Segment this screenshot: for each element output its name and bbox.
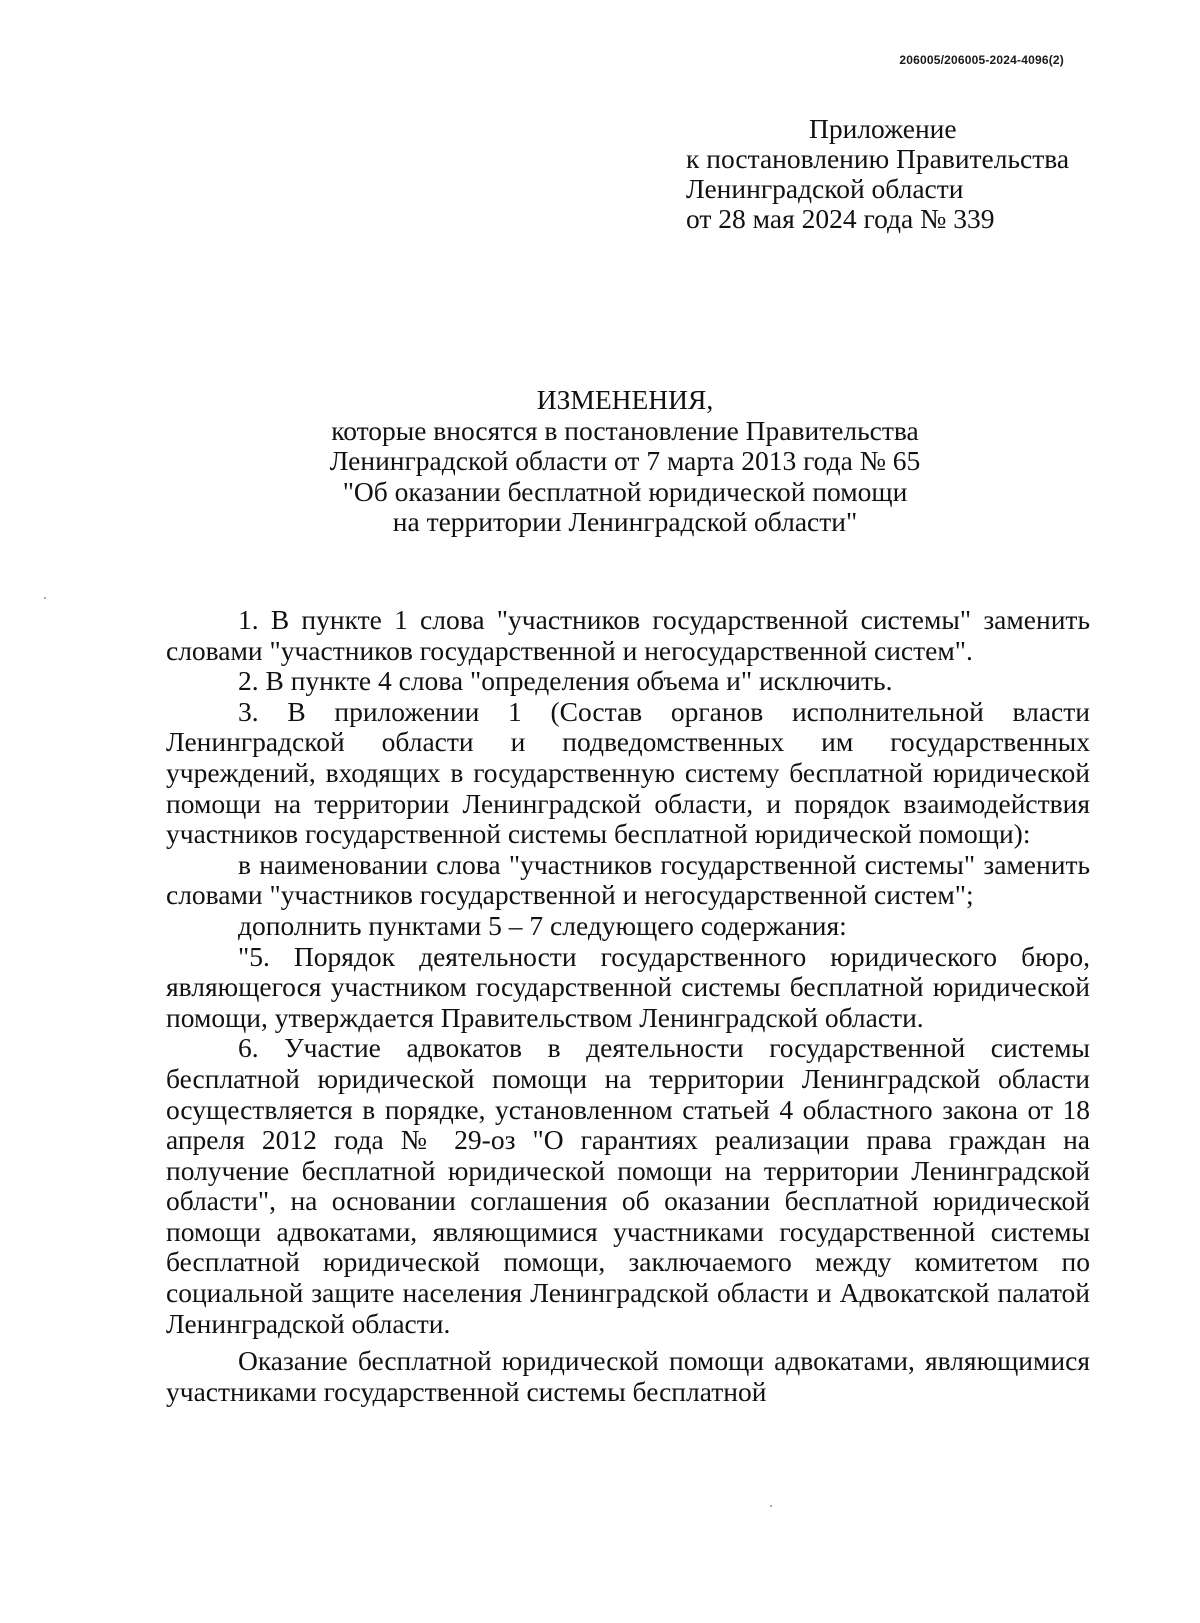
paragraph: 1. В пункте 1 слова "участников государственной системы" заменить словами "участников государственной и негосударственной систем". — [166, 604, 1090, 666]
scan-artifact — [770, 1505, 772, 1507]
title-line: которые вносятся в постановление Правительства — [331, 414, 919, 446]
title-line: "Об оказании бесплатной юридической помощи — [342, 475, 908, 507]
paragraph: "5. Порядок деятельности государственного юридического бюро, являющегося участником государственной системы бесплатной юридической помощи, утверждается Правительством Ленинградской области. — [166, 940, 1090, 1033]
appendix-line: к постановлению Правительства — [686, 143, 1070, 174]
paragraph: дополнить пунктами 5 – 7 следующего содержания: — [238, 909, 847, 941]
document-title — [160, 385, 1090, 538]
paragraph: Оказание бесплатной юридической помощи адвокатами, являющимися участниками государственной системы бесплатной — [166, 1345, 1090, 1407]
document-body — [166, 605, 1090, 1407]
appendix-line: Приложение — [809, 113, 957, 144]
appendix-line: от 28 мая 2024 года № 339 — [686, 203, 995, 234]
scan-artifact — [44, 597, 46, 599]
title-line: Ленинградской области от 7 марта 2013 года № 65 — [329, 445, 921, 476]
paragraph: в наименовании слова "участников государственной системы" заменить словами "участников государственной и негосударственной систем"; — [166, 848, 1090, 911]
title-heading: ИЗМЕНЕНИЯ, — [536, 384, 714, 415]
title-line: на территории Ленинградской области" — [392, 506, 858, 537]
appendix-line: Ленинградской области — [686, 173, 964, 204]
paragraph: 3. В приложении 1 (Состав органов исполнительной власти Ленинградской области и подведомственных им государственных учреждений, входящих в государственную систему бесплатной юридической помощи на территории Ленинградской области, и порядок взаимодействия участников государственной системы бесплатной юридической помощи): — [166, 695, 1090, 850]
appendix-header — [686, 114, 1069, 234]
document-id: 206005/206005-2024-4096(2) — [899, 53, 1064, 67]
paragraph: 6. Участие адвокатов в деятельности государственной системы бесплатной юридической помощи на территории Ленинградской области осуществляется в порядке, установленном статьей 4 областного закона от 18 апреля 2012 года № 29-оз "О гарантиях реализации права граждан на получение бесплатной юридической помощи на территории Ленинградской области", на основании соглашения об оказании бесплатной юридической помощи адвокатами, являющимися участниками государственной системы бесплатной юридической помощи, заключаемого между комитетом по социальной защите населения Ленинградской области и Адвокатской палатой Ленинградской области. — [166, 1032, 1090, 1339]
paragraph: 2. В пункте 4 слова "определения объема и" исключить. — [238, 665, 893, 697]
